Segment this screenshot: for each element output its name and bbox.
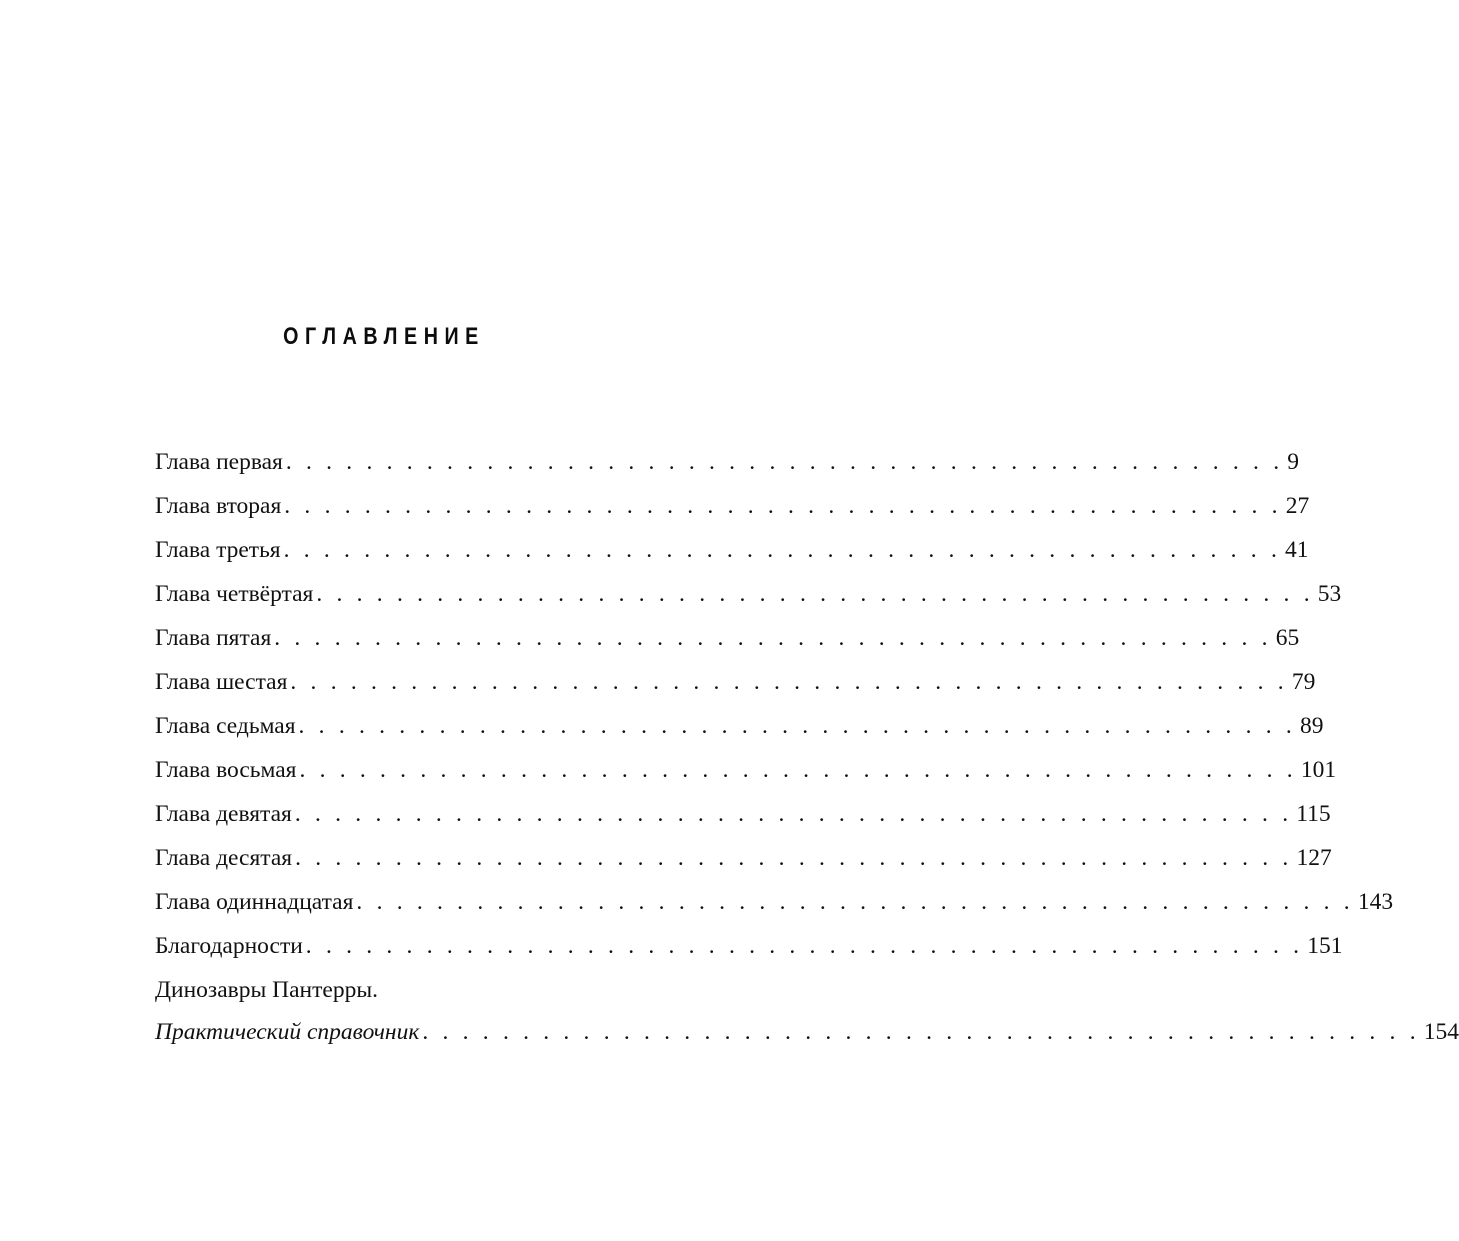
dot-leader: . . . . . . . . . . . . . . . . . . . . . . . . . . . . . . . . . . . . . . . . . . . . . . . . . .	[356, 889, 1354, 915]
dot-leader: . . . . . . . . . . . . . . . . . . . . . . . . . . . . . . . . . . . . . . . . . . . . . . . . . .	[298, 713, 1296, 739]
toc-entry-page: 65	[1275, 625, 1300, 651]
toc-entry-title: Глава девятая	[155, 801, 292, 827]
dot-leader: . . . . . . . . . . . . . . . . . . . . . . . . . . . . . . . . . . . . . . . . . . . . . . . . . .	[295, 845, 1293, 871]
toc-entry-chapter-8[interactable]	[155, 754, 1337, 798]
toc-entry-page: 143	[1357, 889, 1394, 915]
dot-leader: . . . . . . . . . . . . . . . . . . . . . . . . . . . . . . . . . . . . . . . . . . . . . . . . . .	[305, 933, 1304, 959]
dot-leader: . . . . . . . . . . . . . . . . . . . . . . . . . . . . . . . . . . . . . . . . . . . . . . . . . .	[290, 669, 1288, 695]
toc-entry-title: Глава четвёртая	[155, 581, 314, 607]
toc-entry-chapter-5[interactable]	[155, 622, 1300, 666]
dot-leader: . . . . . . . . . . . . . . . . . . . . . . . . . . . . . . . . . . . . . . . . . . . . . . . . . .	[284, 493, 1282, 519]
toc-entry-chapter-4[interactable]	[155, 578, 1342, 622]
toc-entry-page: 53	[1317, 581, 1342, 607]
toc-entry-page: 151	[1307, 933, 1343, 959]
toc-entry-title: Глава первая	[155, 449, 283, 475]
toc-entry-title: Глава третья	[155, 537, 281, 563]
toc-entry-title: Глава десятая	[155, 845, 293, 871]
toc-entry-page: 27	[1285, 493, 1310, 519]
toc-entry-title: Глава седьмая	[155, 713, 296, 739]
dot-leader: . . . . . . . . . . . . . . . . . . . . . . . . . . . . . . . . . . . . . . . . . . . . . . . . . .	[285, 449, 1284, 475]
toc-entry-appendix-heading[interactable]	[155, 974, 658, 1016]
toc-entry-title: Глава одиннадцатая	[155, 889, 354, 915]
toc-entry-chapter-3[interactable]	[155, 534, 1309, 578]
dot-leader: . . . . . . . . . . . . . . . . . . . . . . . . . . . . . . . . . . . . . . . . . . . . . . . . . .	[274, 625, 1272, 651]
toc-entry-title: Глава шестая	[155, 669, 288, 695]
toc-entry-title: Глава пятая	[155, 625, 272, 651]
toc-entry-chapter-9[interactable]	[155, 798, 1331, 842]
toc-entry-page: 41	[1285, 537, 1309, 563]
page-title: ОГЛАВЛЕНИЕ	[283, 323, 485, 350]
toc-entry-chapter-11[interactable]	[155, 886, 1394, 930]
toc-entry-chapter-2[interactable]	[155, 490, 1310, 534]
dot-leader: . . . . . . . . . . . . . . . . . . . . . . . . . . . . . . . . . . . . . . . . . . . . . . . . . .	[422, 1019, 1420, 1045]
dot-leader: . . . . . . . . . . . . . . . . . . . . . . . . . . . . . . . . . . . . . . . . . . . . . . . . . .	[299, 757, 1297, 783]
toc-entry-chapter-1[interactable]	[155, 446, 1300, 490]
toc-entry-acknowledgements[interactable]	[155, 930, 1343, 974]
dot-leader: . . . . . . . . . . . . . . . . . . . . . . . . . . . . . . . . . . . . . . . . . . . . . . . . . .	[316, 581, 1314, 607]
toc-entry-chapter-10[interactable]	[155, 842, 1332, 886]
toc-entry-page: 115	[1296, 801, 1331, 827]
toc-entry-page: 127	[1296, 845, 1332, 871]
toc-entry-title: Практический справочник	[155, 1019, 420, 1045]
toc-entry-page: 154	[1423, 1019, 1459, 1045]
toc-entry-title: Глава восьмая	[155, 757, 297, 783]
toc-entry-page: 9	[1287, 449, 1300, 475]
toc-entry-chapter-6[interactable]	[155, 666, 1316, 710]
toc-entry-page: 89	[1299, 713, 1324, 739]
toc-entry-page: 79	[1291, 669, 1316, 695]
dot-leader: . . . . . . . . . . . . . . . . . . . . . . . . . . . . . . . . . . . . . . . . . . . . . . . . . .	[294, 801, 1293, 827]
dot-leader: . . . . . . . . . . . . . . . . . . . . . . . . . . . . . . . . . . . . . . . . . . . . . . . . . .	[283, 537, 1282, 563]
toc-entry-title: Глава вторая	[155, 493, 282, 519]
toc-entry-appendix[interactable]	[155, 1016, 1459, 1060]
toc-entry-page: 101	[1300, 757, 1337, 783]
toc-entry-title: Динозавры Пантерры.	[155, 977, 378, 1003]
toc-entry-chapter-7[interactable]	[155, 710, 1324, 754]
table-of-contents	[155, 446, 1459, 1060]
toc-entry-title: Благодарности	[155, 933, 303, 959]
